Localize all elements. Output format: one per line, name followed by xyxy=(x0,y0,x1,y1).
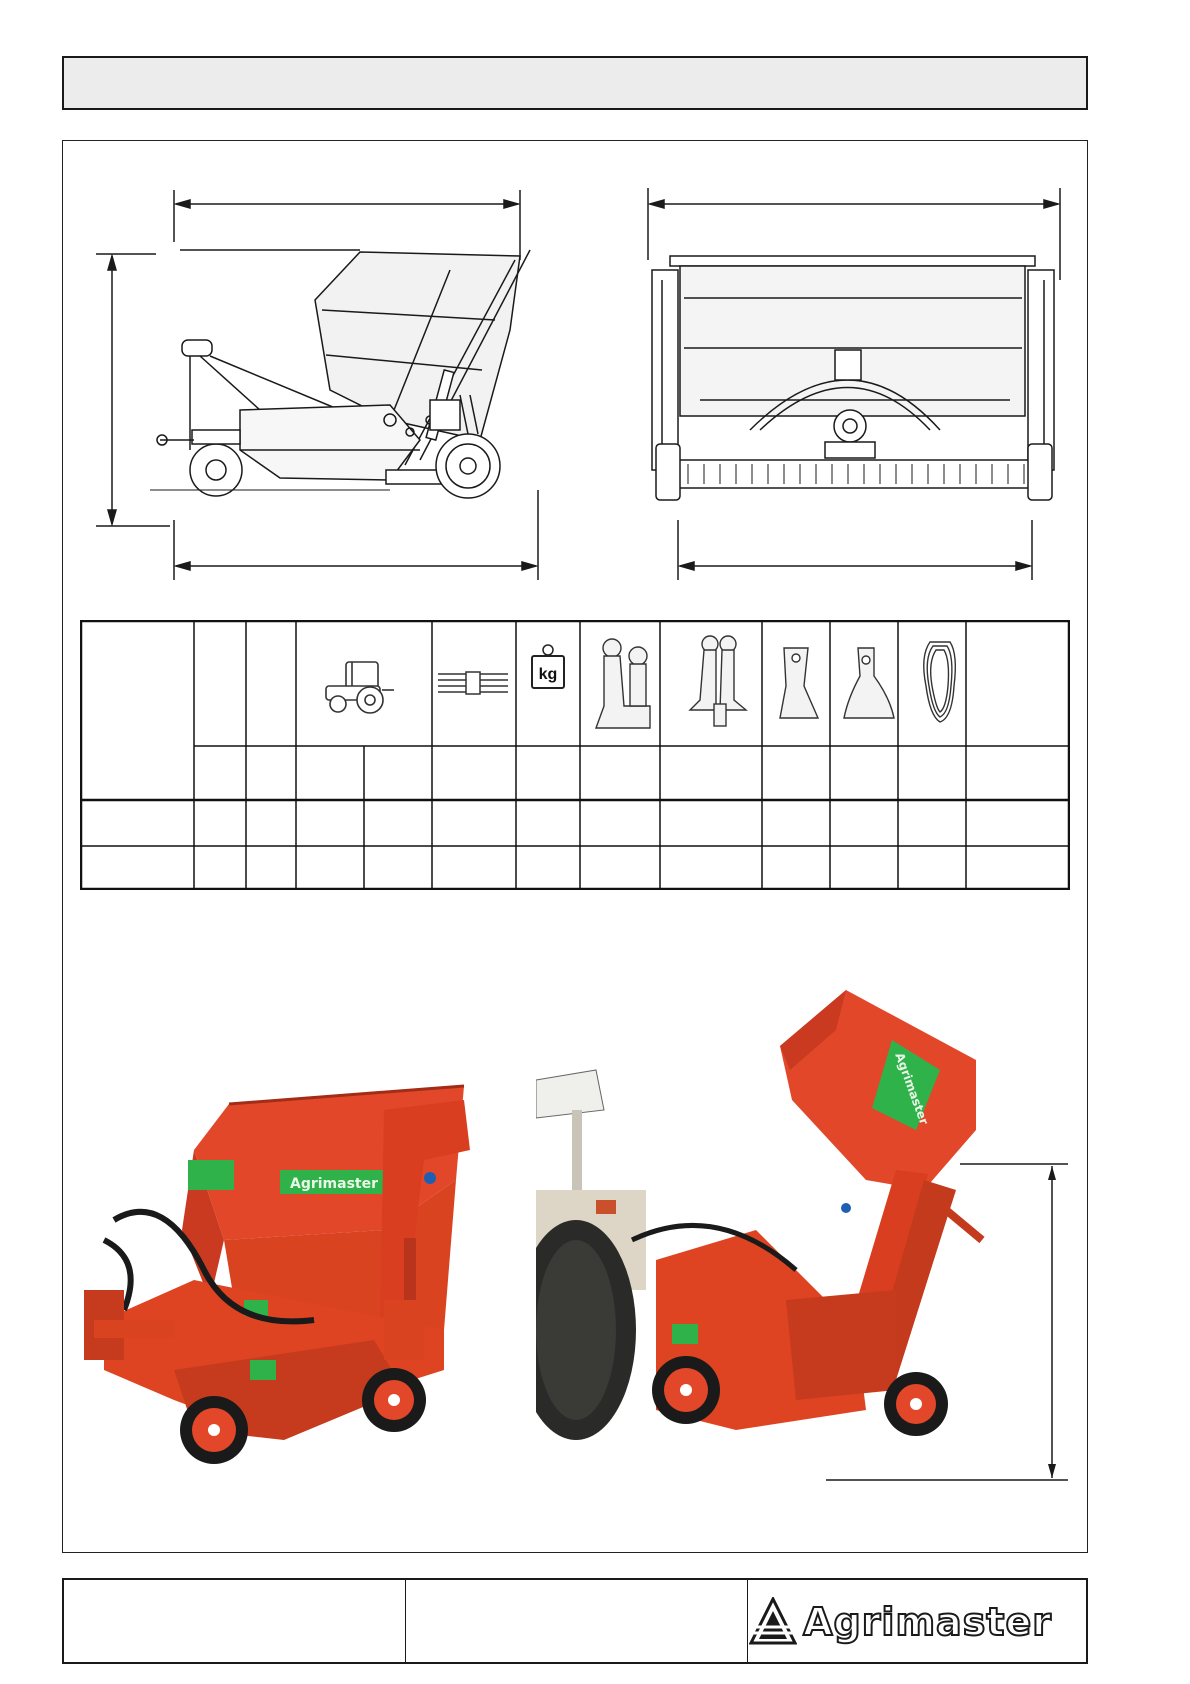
photo2-logo-text: Agrimaster xyxy=(892,1050,932,1127)
footer-cell-middle xyxy=(406,1580,748,1662)
tractor-icon xyxy=(326,662,394,713)
machine-photo-closed xyxy=(84,1070,484,1518)
pto-shaft-icon xyxy=(438,672,508,694)
footer-cell-left xyxy=(64,1580,406,1662)
belt-icon xyxy=(924,642,956,722)
front-view-drawing xyxy=(640,180,1070,600)
double-blade-icon xyxy=(690,636,746,726)
brand-logo xyxy=(749,1594,1052,1650)
hammer-blade-icon xyxy=(596,639,650,728)
flail-hammer-icon xyxy=(780,648,818,718)
side-view-drawing xyxy=(90,180,560,600)
y-blade-icon xyxy=(844,648,894,718)
spec-table xyxy=(80,620,1070,890)
photo1-logo-text: Agrimaster xyxy=(289,1176,379,1192)
weight-icon xyxy=(532,645,564,688)
header-bar xyxy=(62,56,1088,110)
footer xyxy=(62,1578,1088,1664)
brand-logo-icon xyxy=(749,1597,797,1647)
footer-cell-brand xyxy=(748,1580,1086,1662)
weight-icon-label: kg xyxy=(538,666,558,683)
brand-name: Agrimaster xyxy=(803,1600,1052,1644)
machine-photo-tipping xyxy=(536,990,1076,1530)
